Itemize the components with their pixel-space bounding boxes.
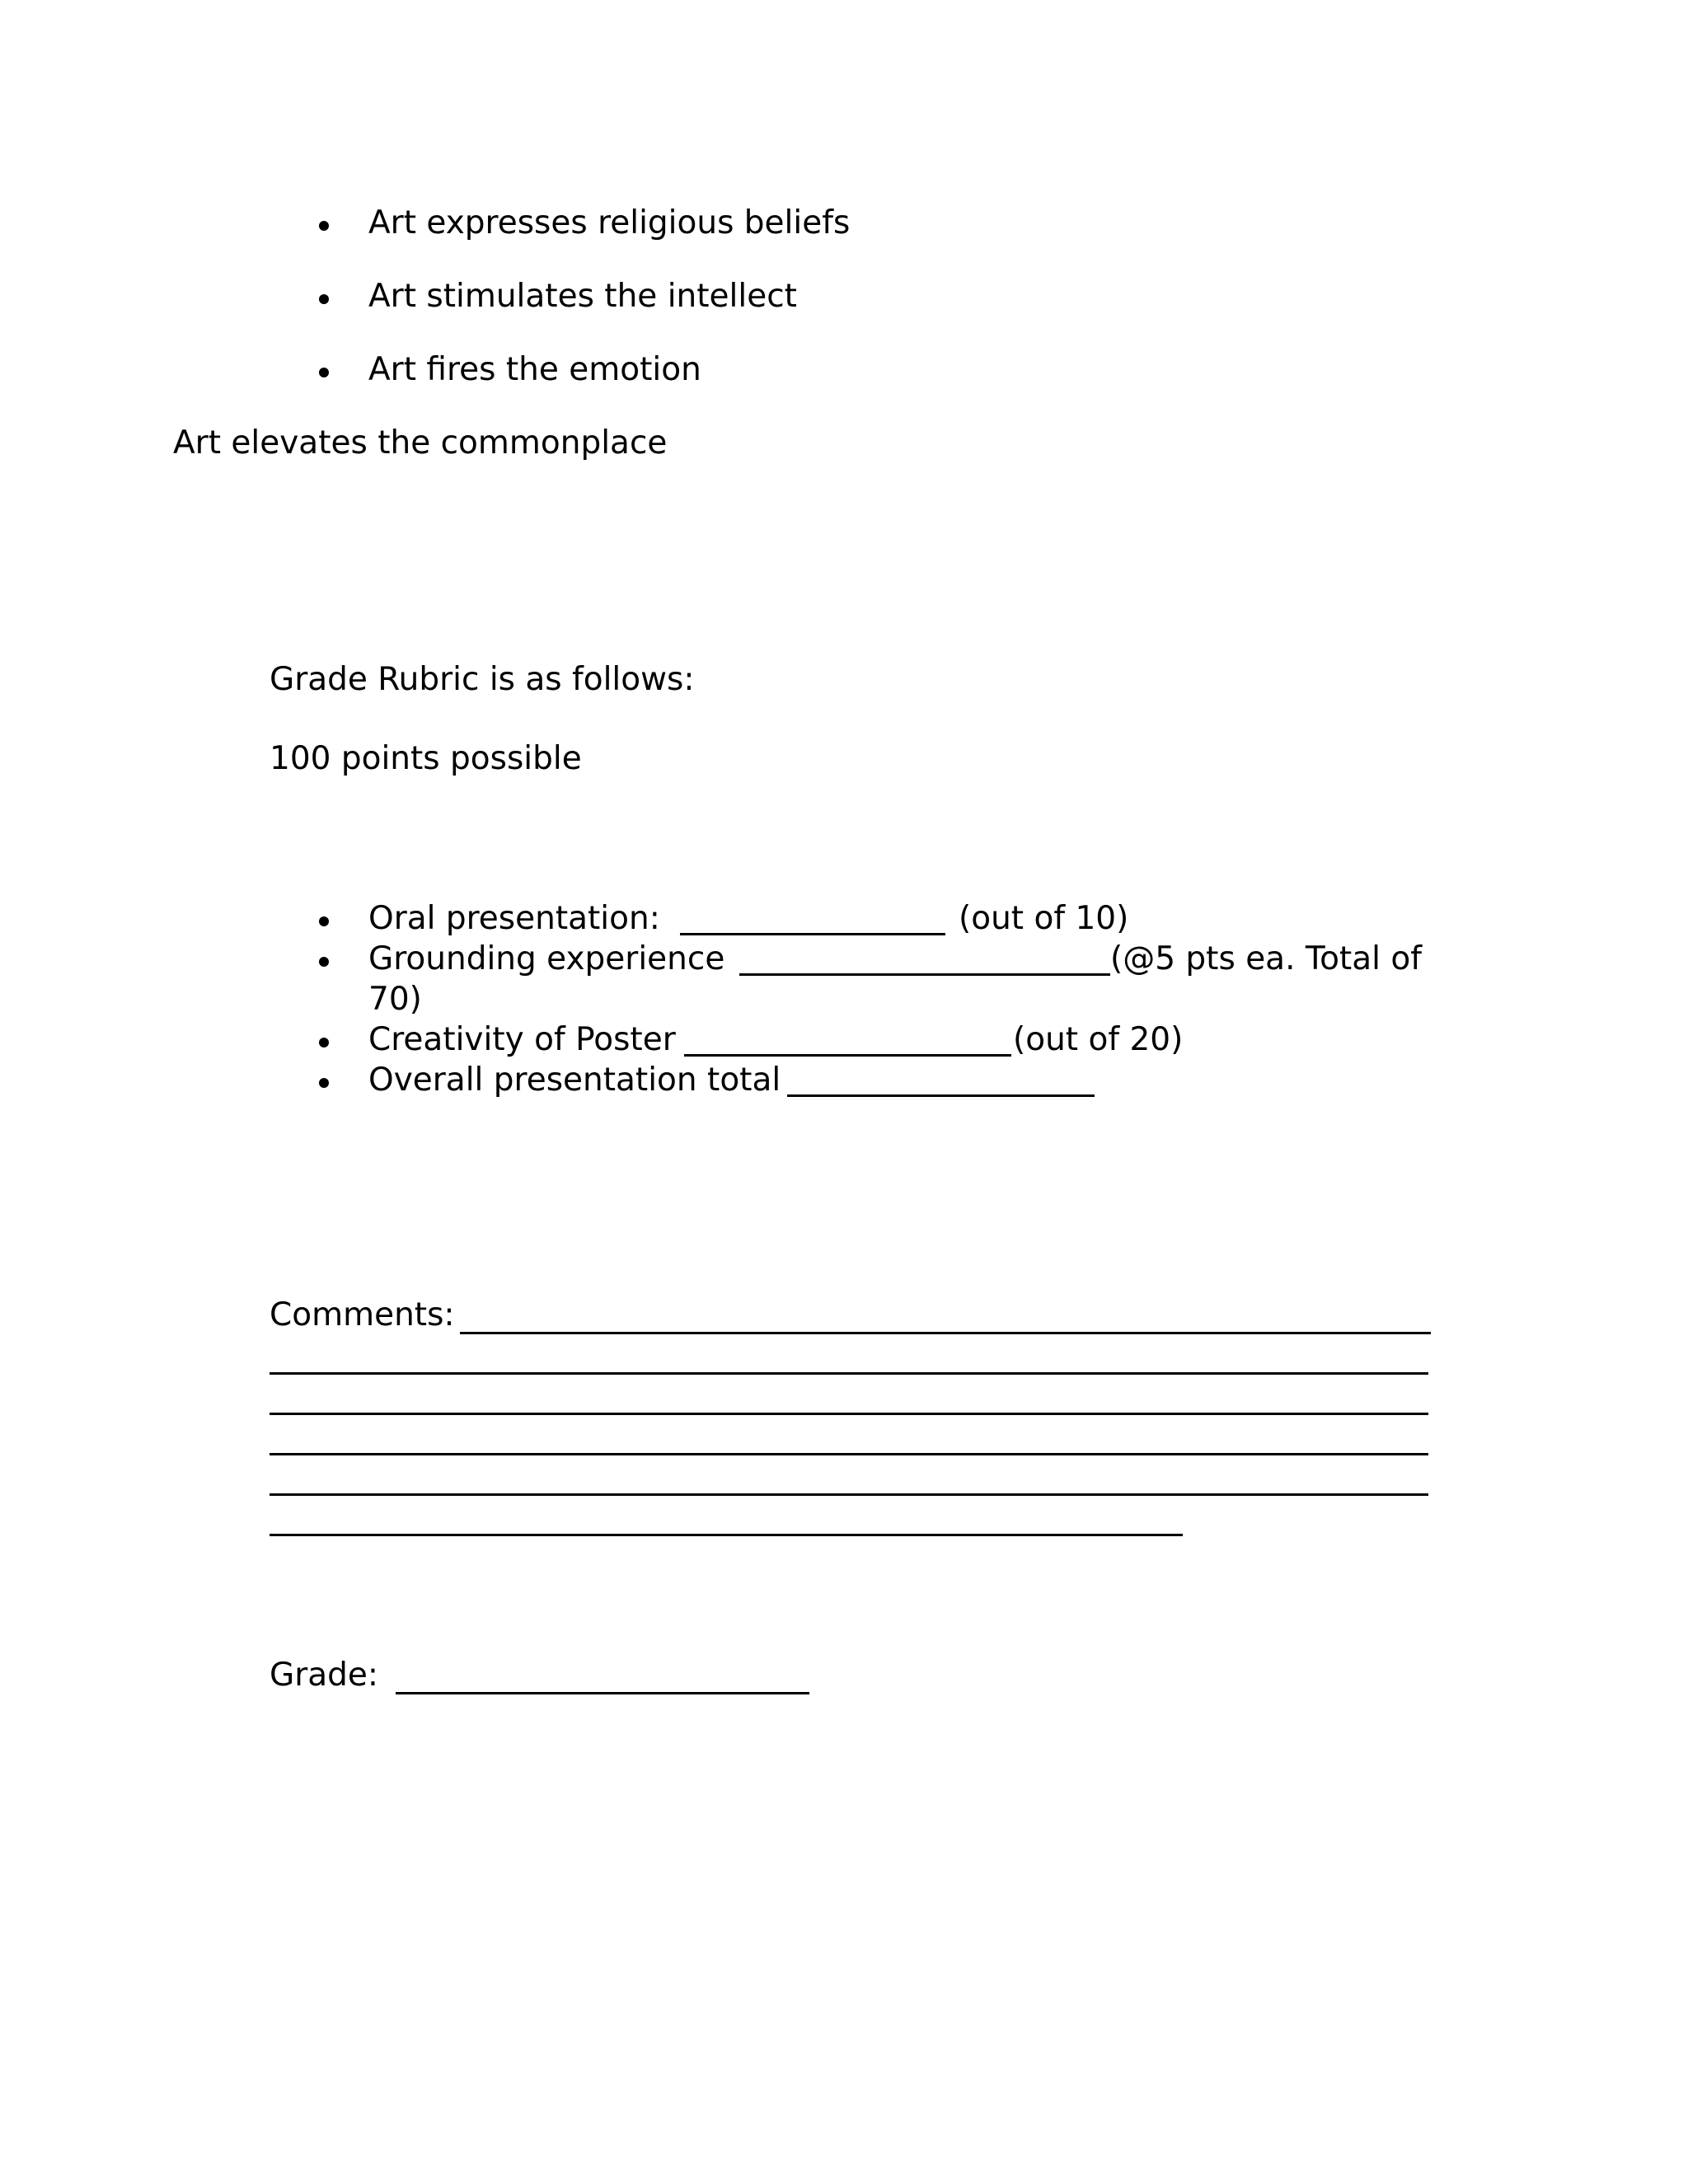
bullet-icon	[319, 916, 329, 926]
intro-bullet-2: Art stimulates the intellect	[368, 278, 797, 315]
bullet-icon	[319, 957, 329, 967]
rubric-item-grounding-suffix-line2: 70)	[368, 981, 422, 1018]
bullet-icon	[319, 1078, 329, 1088]
rubric-item-creativity-suffix: (out of 20)	[1013, 1021, 1184, 1058]
intro-bullet-1: Art expresses religious beliefs	[368, 204, 851, 241]
oral-score-blank[interactable]	[680, 933, 945, 935]
bullet-icon	[319, 294, 329, 304]
bullet-icon	[319, 368, 329, 377]
total-score-blank[interactable]	[787, 1094, 1095, 1097]
rubric-item-grounding-label: Grounding experience	[368, 940, 725, 977]
comments-label: Comments:	[270, 1296, 455, 1333]
creativity-score-blank[interactable]	[684, 1054, 1011, 1057]
rubric-heading: Grade Rubric is as follows:	[270, 661, 695, 698]
intro-last-line: Art elevates the commonplace	[173, 424, 668, 462]
rubric-item-creativity-label: Creativity of Poster	[368, 1021, 676, 1058]
rubric-item-oral-suffix: (out of 10)	[959, 900, 1129, 937]
rubric-item-oral-label: Oral presentation:	[368, 900, 660, 937]
rubric-item-total-label: Overall presentation total	[368, 1062, 781, 1099]
comment-line[interactable]	[270, 1413, 1428, 1415]
intro-bullet-3: Art fires the emotion	[368, 351, 701, 388]
bullet-icon	[319, 221, 329, 231]
comment-line[interactable]	[270, 1493, 1428, 1496]
comment-line[interactable]	[460, 1332, 1431, 1334]
rubric-item-grounding-suffix: (@5 pts ea. Total of	[1110, 940, 1422, 977]
grade-blank[interactable]	[396, 1692, 809, 1694]
points-possible: 100 points possible	[270, 740, 582, 777]
grounding-score-blank[interactable]	[739, 973, 1110, 976]
comment-line[interactable]	[270, 1534, 1183, 1536]
bullet-icon	[319, 1038, 329, 1047]
comment-line[interactable]	[270, 1372, 1428, 1375]
comment-line[interactable]	[270, 1453, 1428, 1455]
grade-label: Grade:	[270, 1657, 379, 1694]
